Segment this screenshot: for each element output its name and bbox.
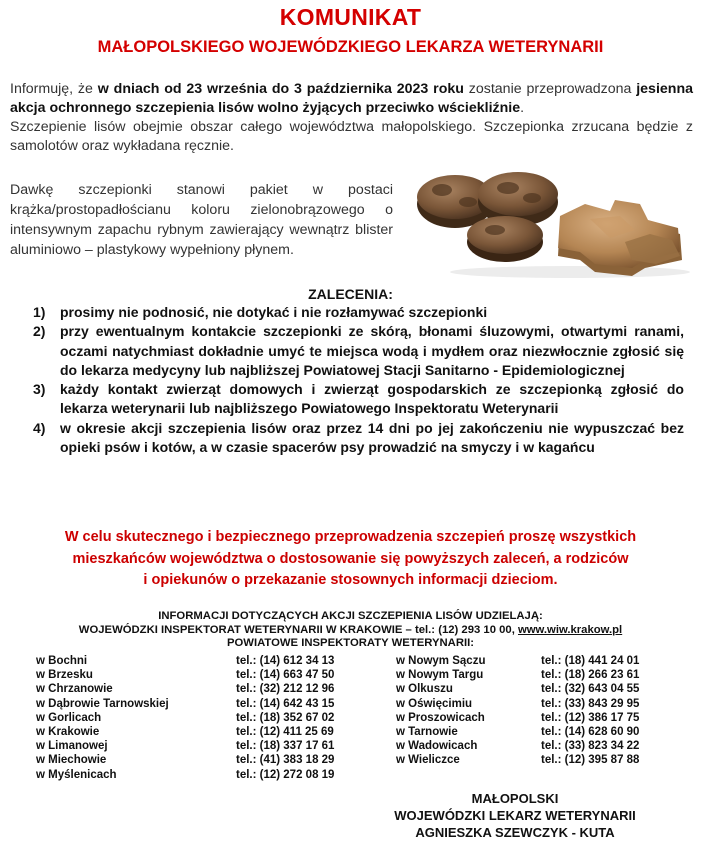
item-number: 3) — [33, 381, 46, 398]
inspectorate-row — [396, 654, 661, 668]
inspectorate-place: w Wieliczce — [396, 754, 460, 767]
inspectorate-phone: tel.: (18) 337 17 61 — [236, 740, 335, 753]
inspectorate-row — [36, 768, 356, 782]
appeal-paragraph — [20, 527, 681, 592]
inspectorate-phone: tel.: (14) 628 60 90 — [541, 726, 640, 739]
item-text: przy ewentualnym kontakcie szczepionki ze skórą, błonami śluzowymi, otwartymi ranami, oczami natychmiast dokładnie umyć te miejsca wodą i mydłem oraz niezwłocznie zgłosić się do lekarza medycyny lub najbliższej Powiatowej Stacji Sanitarno - Epidemiologicznej — [60, 323, 684, 378]
inspectorate-row — [396, 711, 661, 725]
inspectorate-phone: tel.: (33) 823 34 22 — [541, 740, 640, 753]
inspectorate-place: w Brzesku — [36, 669, 93, 682]
vaccine-bait-image — [410, 164, 695, 279]
inspectorate-place: w Miechowie — [36, 754, 107, 767]
recommendation-item — [28, 419, 684, 458]
inspectorate-row — [396, 668, 661, 682]
voivodeship-contact: WOJEWÓDZKI INSPEKTORAT WETERYNARII W KRAKOWIE – tel.: (12) 293 10 00, — [78, 623, 518, 636]
recommendation-item — [28, 303, 684, 322]
inspectorate-row — [36, 739, 356, 753]
intro-paragraph — [10, 80, 693, 156]
signature-name: AGNIESZKA SZEWCZYK - KUTA — [415, 825, 615, 840]
inspectorate-phone: tel.: (14) 612 34 13 — [236, 655, 335, 667]
inspectorate-row — [396, 739, 661, 753]
inspectorate-phone: tel.: (14) 663 47 50 — [236, 669, 335, 682]
inspectorate-phone: tel.: (32) 212 12 96 — [236, 683, 335, 696]
campaign-dates: w dniach od 23 września do 3 października 2023 roku — [97, 81, 464, 97]
announcement-subtitle: MAŁOPOLSKIEGO WOJEWÓDZKIEGO LEKARZA WETERYNARII — [97, 38, 604, 56]
item-text: każdy kontakt zwierząt domowych i zwierząt gospodarskich ze szczepionką zgłosić do lekarza weterynarii lub najbliższego Powiatowego Inspektoratu Weterynarii — [60, 381, 684, 417]
appeal-line: i opiekunów o przekazanie stosownych informacji dzieciom. — [143, 572, 558, 588]
district-heading: POWIATOWE INSPEKTORATY WETERYNARII: — [226, 637, 475, 649]
scope-text: Szczepienie lisów obejmie obszar całego województwa małopolskiego. Szczepionka zrzucana będzie z samolotów oraz wykładana ręcznie. — [10, 119, 693, 154]
inspectorate-row — [36, 654, 356, 668]
inspectorate-phone: tel.: (14) 642 43 15 — [236, 697, 335, 710]
inspectorate-phone: tel.: (32) 643 04 55 — [541, 683, 640, 696]
inspectorate-place: w Tarnowie — [396, 726, 458, 739]
inspectorate-row — [36, 711, 356, 725]
inspectorate-place: w Nowym Targu — [396, 669, 484, 682]
inspectorate-row — [36, 668, 356, 682]
recommendation-item — [28, 380, 684, 419]
appeal-line: W celu skutecznego i bezpiecznego przeprowadzenia szczepień proszę wszystkich — [64, 529, 637, 545]
appeal-line: mieszkańców województwa o dostosowanie się powyższych zaleceń, a rodziców — [72, 550, 629, 567]
signature-block — [330, 790, 700, 841]
inspectorates-left-column — [36, 654, 356, 782]
inspectorate-place: w Myślenicach — [36, 768, 117, 781]
inspectorate-phone: tel.: (33) 843 29 95 — [541, 697, 640, 710]
item-number: 4) — [33, 419, 46, 436]
recommendation-item — [28, 322, 684, 380]
intro-text: zostanie przeprowadzona — [463, 81, 637, 97]
inspectorate-place: w Dąbrowie Tarnowskiej — [36, 697, 169, 710]
inspectorate-row — [396, 753, 661, 767]
inspectorate-row — [396, 682, 661, 696]
signature-line: WOJEWÓDZKI LEKARZ WETERYNARII — [394, 808, 636, 823]
inspectorate-phone: tel.: (18) 266 23 61 — [541, 669, 640, 682]
inspectorate-phone: tel.: (41) 383 18 29 — [236, 754, 335, 767]
inspectorate-place: w Nowym Sączu — [396, 655, 486, 667]
inspectorates-right-column — [396, 654, 661, 768]
contact-info — [0, 610, 701, 651]
bait-disc-dark — [467, 216, 543, 262]
inspectorate-place: w Chrzanowie — [36, 683, 113, 696]
recommendations-heading: ZALECENIA: — [308, 286, 393, 302]
inspectorate-place: w Wadowicach — [396, 740, 478, 753]
voivodeship-inspectorate — [0, 624, 701, 638]
announcement-title: KOMUNIKAT — [279, 4, 422, 30]
inspectorate-row — [36, 682, 356, 696]
item-text: prosimy nie podnosić, nie dotykać i nie rozłamywać szczepionki — [60, 304, 488, 320]
intro-text: . — [520, 100, 525, 116]
inspectorate-phone: tel.: (12) 411 25 69 — [236, 726, 334, 739]
inspectorate-place: w Bochni — [36, 655, 88, 667]
item-number: 2) — [33, 323, 46, 340]
bait-shadow — [450, 266, 690, 278]
inspectorate-place: w Olkuszu — [396, 683, 453, 696]
info-heading: INFORMACJI DOTYCZĄCYCH AKCJI SZCZEPIENIA LISÓW UDZIELAJĄ: — [158, 610, 543, 622]
inspectorate-place: w Oświęcimiu — [396, 697, 473, 710]
inspectorate-row — [396, 725, 661, 739]
inspectorate-row — [36, 697, 356, 711]
inspectorate-place: w Proszowicach — [396, 711, 485, 724]
intro-text: Informuję, że — [10, 81, 98, 97]
inspectorate-row — [36, 725, 356, 739]
inspectorate-place: w Gorlicach — [36, 711, 102, 724]
inspectorate-row — [396, 697, 661, 711]
inspectorate-phone: tel.: (12) 272 08 19 — [236, 768, 335, 781]
website-link[interactable]: www.wiw.krakow.pl — [517, 623, 623, 636]
campaign-name: jesienna akcja ochronnego szczepienia lisów wolno żyjących przeciwko wściekliźnie — [10, 81, 693, 116]
inspectorate-phone: tel.: (12) 386 17 75 — [541, 711, 640, 724]
inspectorate-phone: tel.: (18) 352 67 02 — [236, 711, 335, 724]
inspectorate-phone: tel.: (12) 395 87 88 — [541, 754, 640, 767]
dose-description: Dawkę szczepionki stanowi pakiet w postaci krążka/prostopadłościanu koloru zielonobrązowego o intensywnym zapachu rybnym zawierający wewnątrz blister aluminiowo – plastykowy wypełniony płynem. — [10, 182, 393, 258]
recommendations-list — [28, 303, 684, 457]
item-number: 1) — [33, 304, 46, 320]
signature-line: MAŁOPOLSKI — [471, 791, 559, 806]
inspectorate-place: w Krakowie — [36, 726, 100, 739]
inspectorate-row — [36, 753, 356, 767]
inspectorate-phone: tel.: (18) 441 24 01 — [541, 655, 640, 667]
item-text: w okresie akcji szczepienia lisów oraz przez 14 dni po jej zakończeniu nie wypuszczać bez opieki psów i kotów, a w czasie spacerów psy prowadzić na smyczy i w kagańcu — [60, 419, 684, 456]
inspectorate-place: w Limanowej — [36, 740, 108, 753]
